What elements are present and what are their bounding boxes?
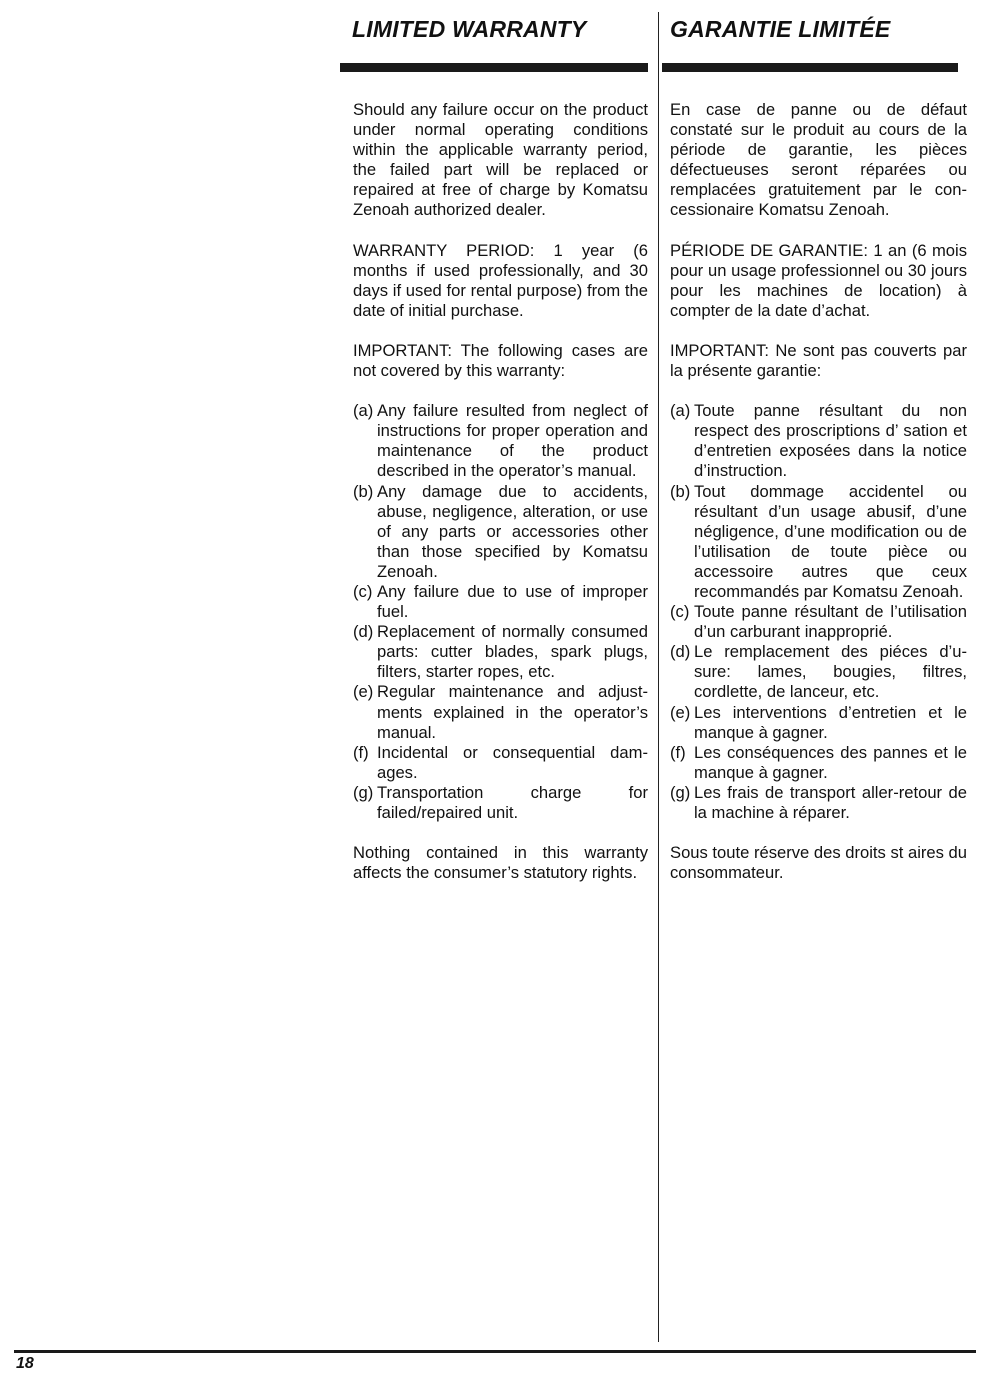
list-item-text: Any failure resulted from neglect of instructions for proper operation and maintenance of the product described in the operator’s manual. (377, 401, 648, 481)
list-item-text: Toute panne résultant de l’utilisation d’un carburant inapproprié. (694, 602, 967, 642)
list-item-marker: (c) (670, 602, 690, 622)
list-item (353, 622, 648, 682)
french-title: GARANTIE LIMITÉE (670, 16, 891, 42)
list-item (670, 743, 967, 783)
page-number: 18 (16, 1355, 34, 1372)
list-item (670, 783, 967, 823)
list-item-marker: (e) (670, 702, 691, 722)
english-title-bar (340, 63, 648, 72)
list-item-text: Les conséquences des pannes et le manque à gagner. (694, 742, 967, 782)
list-item-text: Replacement of normally consumed parts: cutter blades, spark plugs, filters, starter ropes, etc. (377, 622, 648, 682)
list-item-marker: (g) (353, 782, 374, 802)
list-item-text: Incidental or consequential damages. (377, 742, 648, 782)
list-item (670, 401, 967, 481)
english-exclusion-list (353, 401, 648, 823)
list-item-text: Any failure due to use of improper fuel. (377, 581, 648, 622)
english-important-notice: IMPORTANT: The following cases are not covered by this warranty: (353, 340, 648, 381)
list-item (353, 482, 648, 582)
french-column (670, 100, 967, 903)
column-divider (658, 12, 659, 1342)
list-item-text: Tout dommage accidentel ou résultant d’un usage abusif, d’une négligence, d’une modification ou de l’utilisation de toute pièce ou accessoire autres que ceux recommandés par Komatsu Zenoah. (694, 481, 967, 601)
list-item-marker: (b) (353, 481, 374, 501)
french-title-bar (662, 63, 958, 72)
english-warranty-period: WARRANTY PERIOD: 1 year (6 months if used professionally, and 30 days if used for rental purpose) from the date of initial purchase. (353, 240, 648, 320)
french-important-notice: IMPORTANT: Ne sont pas couverts par la présente garantie: (670, 340, 967, 381)
list-item-text: Le remplacement des piéces d’usure: lames, bougies, filtres, cordlette, de lanceur, etc. (694, 642, 967, 702)
list-item-marker: (a) (353, 401, 374, 421)
list-item-text: Any damage due to accidents, abuse, negligence, alteration, or use of any parts or accessories other than those specified by Komatsu Zenoah. (377, 481, 648, 581)
list-item (353, 783, 648, 823)
list-item (353, 743, 648, 783)
list-item-marker: (f) (353, 742, 369, 762)
list-item (670, 703, 967, 743)
list-item (353, 401, 648, 481)
english-title: LIMITED WARRANTY (352, 16, 587, 42)
list-item-marker: (c) (353, 581, 373, 601)
list-item-text: Les interventions d’entretien et le manque à gagner. (694, 702, 967, 742)
list-item-marker: (f) (670, 742, 686, 762)
english-statutory-rights: Nothing contained in this warranty affects the consumer’s statutory rights. (353, 843, 648, 883)
list-item-marker: (e) (353, 682, 374, 702)
english-intro: Should any failure occur on the product under normal operating conditions within the applicable warranty period, the failed part will be replaced or repaired at free of charge by Komatsu Zenoah authorized dealer. (353, 100, 648, 220)
list-item-text: Les frais de transport aller-retour de la machine à réparer. (694, 782, 967, 822)
list-item-text: Toute panne résultant du non respect des proscriptions d’ sation et d’entretien exposées dans la notice d’instruction. (694, 401, 967, 481)
english-column (353, 100, 648, 903)
list-item (670, 482, 967, 603)
list-item-text: Regular maintenance and adjustments explained in the operator’s manual. (377, 682, 648, 742)
list-item-marker: (d) (670, 642, 691, 662)
list-item-text: Transportation charge for failed/repaired unit. (377, 782, 648, 822)
french-exclusion-list (670, 401, 967, 823)
french-statutory-rights: Sous toute réserve des droits st aires du consommateur. (670, 843, 967, 883)
list-item-marker: (d) (353, 622, 374, 642)
footer-rule (14, 1350, 976, 1353)
list-item-marker: (a) (670, 401, 691, 421)
french-intro: En case de panne ou de défaut constaté sur le produit au cours de la période de garantie, les pièces défectueuses seront réparées ou remplacées gratuitement par le concessionaire Komatsu Zenoah. (670, 100, 967, 220)
list-item (670, 602, 967, 642)
french-warranty-period: PÉRIODE DE GARANTIE: 1 an (6 mois pour un usage professionnel ou 30 jours pour les machines de location) à compter de la date d’achat. (670, 240, 967, 320)
list-item (353, 682, 648, 742)
list-item (670, 642, 967, 702)
list-item-marker: (g) (670, 782, 691, 802)
list-item (353, 582, 648, 622)
list-item-marker: (b) (670, 481, 691, 501)
